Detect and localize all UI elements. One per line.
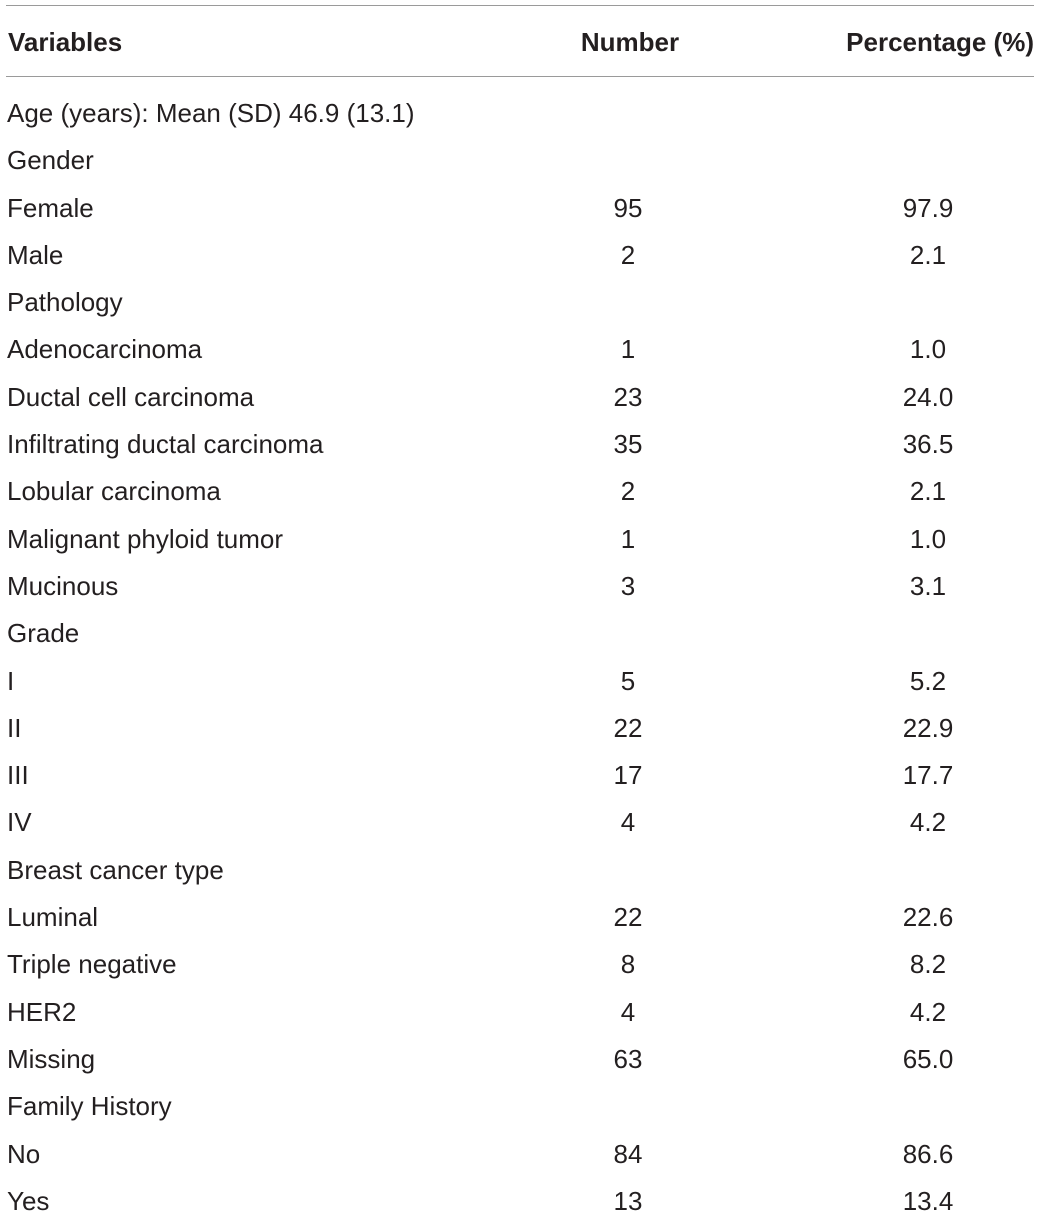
header-number: Number xyxy=(580,27,680,57)
row-label: Missing xyxy=(7,1043,96,1074)
row-percentage: 4.2 xyxy=(909,807,947,838)
row-number: 5 xyxy=(620,665,636,696)
row-number xyxy=(528,137,728,184)
row-number xyxy=(528,1083,728,1130)
row-number: 4 xyxy=(620,996,636,1027)
row-label: Triple negative xyxy=(7,949,177,980)
row-number: 84 xyxy=(613,1138,643,1169)
row-percentage: 1.0 xyxy=(909,523,947,554)
row-label: Ductal cell carcinoma xyxy=(7,381,255,412)
row-label: Lobular carcinoma xyxy=(7,476,221,507)
row-number: 63 xyxy=(613,1043,643,1074)
row-number: 22 xyxy=(613,902,643,933)
row-percentage: 3.1 xyxy=(909,570,947,601)
row-label: Malignant phyloid tumor xyxy=(7,523,284,554)
table-row xyxy=(0,421,1040,468)
table-row xyxy=(0,90,1040,137)
row-number: 1 xyxy=(620,523,636,554)
table-row xyxy=(0,185,1040,232)
row-percentage: 2.1 xyxy=(909,476,947,507)
header-variables: Variables xyxy=(8,27,123,57)
row-label: Infiltrating ductal carcinoma xyxy=(7,429,324,460)
row-percentage: 36.5 xyxy=(902,429,954,460)
row-number xyxy=(528,90,728,137)
row-label: Family History xyxy=(7,1091,172,1122)
row-label: No xyxy=(7,1138,41,1169)
table-row xyxy=(0,1131,1040,1178)
row-percentage: 65.0 xyxy=(902,1043,954,1074)
row-label: II xyxy=(7,712,22,743)
table-row xyxy=(0,326,1040,373)
row-number: 35 xyxy=(613,429,643,460)
row-percentage: 17.7 xyxy=(902,760,954,791)
table-top-rule xyxy=(6,5,1034,6)
row-label: Mucinous xyxy=(7,570,119,601)
row-percentage: 13.4 xyxy=(902,1185,954,1216)
table-row xyxy=(0,610,1040,657)
row-label: I xyxy=(7,665,15,696)
table-row xyxy=(0,847,1040,894)
row-number: 23 xyxy=(613,381,643,412)
row-label: Luminal xyxy=(7,902,99,933)
row-percentage xyxy=(828,610,1028,657)
table-body xyxy=(0,90,1040,1225)
row-label: Age (years): Mean (SD) 46.9 (13.1) xyxy=(7,98,415,128)
row-number: 2 xyxy=(620,239,636,270)
table-row xyxy=(0,232,1040,279)
row-number xyxy=(528,279,728,326)
row-number xyxy=(528,847,728,894)
row-percentage: 2.1 xyxy=(909,239,947,270)
header-percentage: Percentage (%) xyxy=(846,27,1034,57)
row-percentage xyxy=(828,1083,1028,1130)
row-label: IV xyxy=(7,807,32,838)
table-row xyxy=(0,563,1040,610)
row-label: Gender xyxy=(7,145,94,176)
row-number: 8 xyxy=(620,949,636,980)
row-percentage: 1.0 xyxy=(909,334,947,365)
row-percentage: 4.2 xyxy=(909,996,947,1027)
row-percentage: 8.2 xyxy=(909,949,947,980)
table-row xyxy=(0,374,1040,421)
table-row xyxy=(0,799,1040,846)
row-number xyxy=(528,610,728,657)
row-percentage xyxy=(828,847,1028,894)
row-label: Pathology xyxy=(7,287,123,318)
table-row xyxy=(0,1036,1040,1083)
row-number: 4 xyxy=(620,807,636,838)
row-label: III xyxy=(7,760,29,791)
row-percentage: 22.6 xyxy=(902,902,954,933)
table-row xyxy=(0,705,1040,752)
table-row xyxy=(0,468,1040,515)
row-number: 17 xyxy=(613,760,643,791)
table-row xyxy=(0,516,1040,563)
row-percentage: 24.0 xyxy=(902,381,954,412)
row-percentage: 86.6 xyxy=(902,1138,954,1169)
table-row xyxy=(0,1178,1040,1225)
row-label: Grade xyxy=(7,618,80,649)
table-row xyxy=(0,989,1040,1036)
row-percentage: 5.2 xyxy=(909,665,947,696)
table-row xyxy=(0,941,1040,988)
row-label: HER2 xyxy=(7,996,77,1027)
row-percentage xyxy=(828,137,1028,184)
table-row xyxy=(0,752,1040,799)
row-label: Yes xyxy=(7,1185,50,1216)
table-row xyxy=(0,279,1040,326)
row-number: 3 xyxy=(620,570,636,601)
row-label: Breast cancer type xyxy=(7,854,224,885)
row-number: 2 xyxy=(620,476,636,507)
row-label: Male xyxy=(7,239,64,270)
table-row xyxy=(0,894,1040,941)
row-percentage: 22.9 xyxy=(902,712,954,743)
row-number: 13 xyxy=(613,1185,643,1216)
row-label: Adenocarcinoma xyxy=(7,334,203,365)
row-number: 22 xyxy=(613,712,643,743)
row-percentage xyxy=(828,90,1028,137)
table-row xyxy=(0,1083,1040,1130)
row-percentage: 97.9 xyxy=(902,192,954,223)
row-number: 1 xyxy=(620,334,636,365)
row-number: 95 xyxy=(613,192,643,223)
row-label: Female xyxy=(7,192,94,223)
row-percentage xyxy=(828,279,1028,326)
table-row xyxy=(0,137,1040,184)
table-row xyxy=(0,658,1040,705)
table-header-rule xyxy=(6,76,1034,77)
